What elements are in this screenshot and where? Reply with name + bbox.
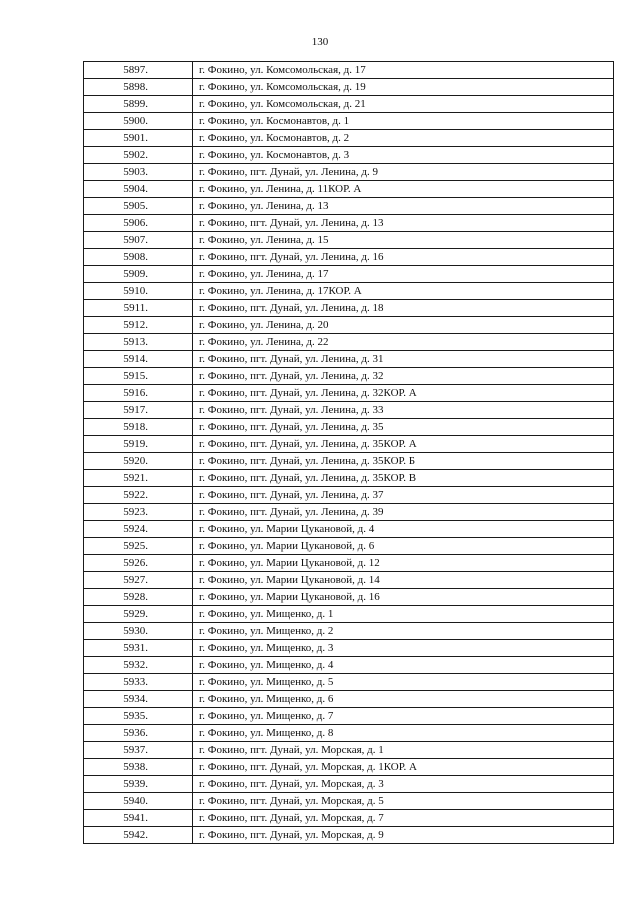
row-address: г. Фокино, пгт. Дунай, ул. Ленина, д. 16 [193, 249, 614, 266]
row-number: 5916. [84, 385, 193, 402]
row-address: г. Фокино, пгт. Дунай, ул. Ленина, д. 33 [193, 402, 614, 419]
row-address: г. Фокино, ул. Мищенко, д. 1 [193, 606, 614, 623]
table-row [84, 436, 614, 453]
row-number: 5930. [84, 623, 193, 640]
table-row [84, 215, 614, 232]
table-row [84, 759, 614, 776]
table-row [84, 623, 614, 640]
row-number: 5903. [84, 164, 193, 181]
table-row [84, 249, 614, 266]
table-row [84, 606, 614, 623]
row-number: 5917. [84, 402, 193, 419]
row-number: 5918. [84, 419, 193, 436]
table-row [84, 776, 614, 793]
table-row [84, 402, 614, 419]
table-row [84, 487, 614, 504]
table-row [84, 691, 614, 708]
row-number: 5936. [84, 725, 193, 742]
table-row [84, 504, 614, 521]
row-number: 5909. [84, 266, 193, 283]
row-number: 5935. [84, 708, 193, 725]
address-table-body [84, 62, 614, 844]
table-row [84, 181, 614, 198]
row-address: г. Фокино, ул. Мищенко, д. 5 [193, 674, 614, 691]
row-address: г. Фокино, ул. Ленина, д. 15 [193, 232, 614, 249]
row-address: г. Фокино, пгт. Дунай, ул. Ленина, д. 35КОР. В [193, 470, 614, 487]
table-row [84, 266, 614, 283]
row-number: 5904. [84, 181, 193, 198]
table-row [84, 283, 614, 300]
row-number: 5900. [84, 113, 193, 130]
table-row [84, 572, 614, 589]
table-row [84, 419, 614, 436]
row-number: 5910. [84, 283, 193, 300]
table-row [84, 164, 614, 181]
row-number: 5913. [84, 334, 193, 351]
row-address: г. Фокино, ул. Мищенко, д. 4 [193, 657, 614, 674]
table-row [84, 147, 614, 164]
row-number: 5925. [84, 538, 193, 555]
table-row [84, 453, 614, 470]
row-number: 5934. [84, 691, 193, 708]
row-address: г. Фокино, ул. Марии Цукановой, д. 14 [193, 572, 614, 589]
row-address: г. Фокино, пгт. Дунай, ул. Морская, д. 7 [193, 810, 614, 827]
row-number: 5898. [84, 79, 193, 96]
row-address: г. Фокино, ул. Ленина, д. 17 [193, 266, 614, 283]
row-number: 5907. [84, 232, 193, 249]
row-number: 5919. [84, 436, 193, 453]
row-address: г. Фокино, пгт. Дунай, ул. Ленина, д. 31 [193, 351, 614, 368]
row-address: г. Фокино, ул. Мищенко, д. 6 [193, 691, 614, 708]
table-row [84, 130, 614, 147]
row-address: г. Фокино, ул. Марии Цукановой, д. 6 [193, 538, 614, 555]
row-address: г. Фокино, ул. Ленина, д. 13 [193, 198, 614, 215]
row-number: 5911. [84, 300, 193, 317]
row-address: г. Фокино, ул. Космонавтов, д. 1 [193, 113, 614, 130]
row-number: 5902. [84, 147, 193, 164]
row-number: 5926. [84, 555, 193, 572]
row-number: 5908. [84, 249, 193, 266]
table-row [84, 351, 614, 368]
table-row [84, 470, 614, 487]
table-row [84, 725, 614, 742]
row-address: г. Фокино, пгт. Дунай, ул. Ленина, д. 39 [193, 504, 614, 521]
row-number: 5899. [84, 96, 193, 113]
table-row [84, 793, 614, 810]
row-number: 5905. [84, 198, 193, 215]
row-address: г. Фокино, пгт. Дунай, ул. Ленина, д. 18 [193, 300, 614, 317]
table-row [84, 368, 614, 385]
table-row [84, 113, 614, 130]
table-row [84, 708, 614, 725]
table-row [84, 538, 614, 555]
row-number: 5906. [84, 215, 193, 232]
table-row [84, 640, 614, 657]
row-address: г. Фокино, пгт. Дунай, ул. Морская, д. 3 [193, 776, 614, 793]
row-address: г. Фокино, ул. Комсомольская, д. 21 [193, 96, 614, 113]
row-number: 5927. [84, 572, 193, 589]
row-address: г. Фокино, ул. Ленина, д. 17КОР. А [193, 283, 614, 300]
row-address: г. Фокино, ул. Мищенко, д. 2 [193, 623, 614, 640]
row-address: г. Фокино, пгт. Дунай, ул. Морская, д. 9 [193, 827, 614, 844]
row-number: 5897. [84, 62, 193, 79]
row-address: г. Фокино, ул. Космонавтов, д. 2 [193, 130, 614, 147]
row-address: г. Фокино, пгт. Дунай, ул. Ленина, д. 37 [193, 487, 614, 504]
row-number: 5933. [84, 674, 193, 691]
row-address: г. Фокино, пгт. Дунай, ул. Ленина, д. 32КОР. А [193, 385, 614, 402]
address-table [83, 61, 614, 844]
row-address: г. Фокино, пгт. Дунай, ул. Морская, д. 1 [193, 742, 614, 759]
row-address: г. Фокино, пгт. Дунай, ул. Ленина, д. 35 [193, 419, 614, 436]
row-number: 5914. [84, 351, 193, 368]
row-number: 5924. [84, 521, 193, 538]
row-number: 5921. [84, 470, 193, 487]
table-row [84, 555, 614, 572]
row-address: г. Фокино, ул. Ленина, д. 22 [193, 334, 614, 351]
page-number: 130 [311, 36, 329, 48]
row-address: г. Фокино, ул. Марии Цукановой, д. 16 [193, 589, 614, 606]
table-row [84, 317, 614, 334]
table-row [84, 521, 614, 538]
row-address: г. Фокино, пгт. Дунай, ул. Ленина, д. 32 [193, 368, 614, 385]
table-row [84, 742, 614, 759]
row-address: г. Фокино, ул. Ленина, д. 11КОР. А [193, 181, 614, 198]
row-address: г. Фокино, пгт. Дунай, ул. Ленина, д. 35КОР. А [193, 436, 614, 453]
row-address: г. Фокино, ул. Ленина, д. 20 [193, 317, 614, 334]
row-number: 5938. [84, 759, 193, 776]
row-number: 5929. [84, 606, 193, 623]
table-row [84, 96, 614, 113]
row-number: 5939. [84, 776, 193, 793]
row-number: 5937. [84, 742, 193, 759]
table-row [84, 810, 614, 827]
row-number: 5920. [84, 453, 193, 470]
table-row [84, 300, 614, 317]
row-address: г. Фокино, ул. Марии Цукановой, д. 4 [193, 521, 614, 538]
row-number: 5923. [84, 504, 193, 521]
row-address: г. Фокино, ул. Комсомольская, д. 19 [193, 79, 614, 96]
row-address: г. Фокино, пгт. Дунай, ул. Морская, д. 5 [193, 793, 614, 810]
row-address: г. Фокино, пгт. Дунай, ул. Ленина, д. 13 [193, 215, 614, 232]
row-number: 5931. [84, 640, 193, 657]
table-row [84, 827, 614, 844]
row-number: 5901. [84, 130, 193, 147]
row-address: г. Фокино, ул. Мищенко, д. 7 [193, 708, 614, 725]
row-number: 5940. [84, 793, 193, 810]
table-row [84, 385, 614, 402]
row-number: 5922. [84, 487, 193, 504]
table-row [84, 589, 614, 606]
row-number: 5912. [84, 317, 193, 334]
table-row [84, 657, 614, 674]
table-row [84, 674, 614, 691]
row-number: 5928. [84, 589, 193, 606]
row-number: 5942. [84, 827, 193, 844]
row-address: г. Фокино, ул. Комсомольская, д. 17 [193, 62, 614, 79]
row-address: г. Фокино, пгт. Дунай, ул. Ленина, д. 35КОР. Б [193, 453, 614, 470]
row-number: 5932. [84, 657, 193, 674]
table-row [84, 198, 614, 215]
row-address: г. Фокино, ул. Марии Цукановой, д. 12 [193, 555, 614, 572]
row-address: г. Фокино, ул. Космонавтов, д. 3 [193, 147, 614, 164]
table-row [84, 232, 614, 249]
row-address: г. Фокино, ул. Мищенко, д. 3 [193, 640, 614, 657]
row-number: 5915. [84, 368, 193, 385]
row-address: г. Фокино, пгт. Дунай, ул. Морская, д. 1КОР. А [193, 759, 614, 776]
table-row [84, 62, 614, 79]
row-address: г. Фокино, пгт. Дунай, ул. Ленина, д. 9 [193, 164, 614, 181]
table-row [84, 79, 614, 96]
row-number: 5941. [84, 810, 193, 827]
row-address: г. Фокино, ул. Мищенко, д. 8 [193, 725, 614, 742]
table-row [84, 334, 614, 351]
